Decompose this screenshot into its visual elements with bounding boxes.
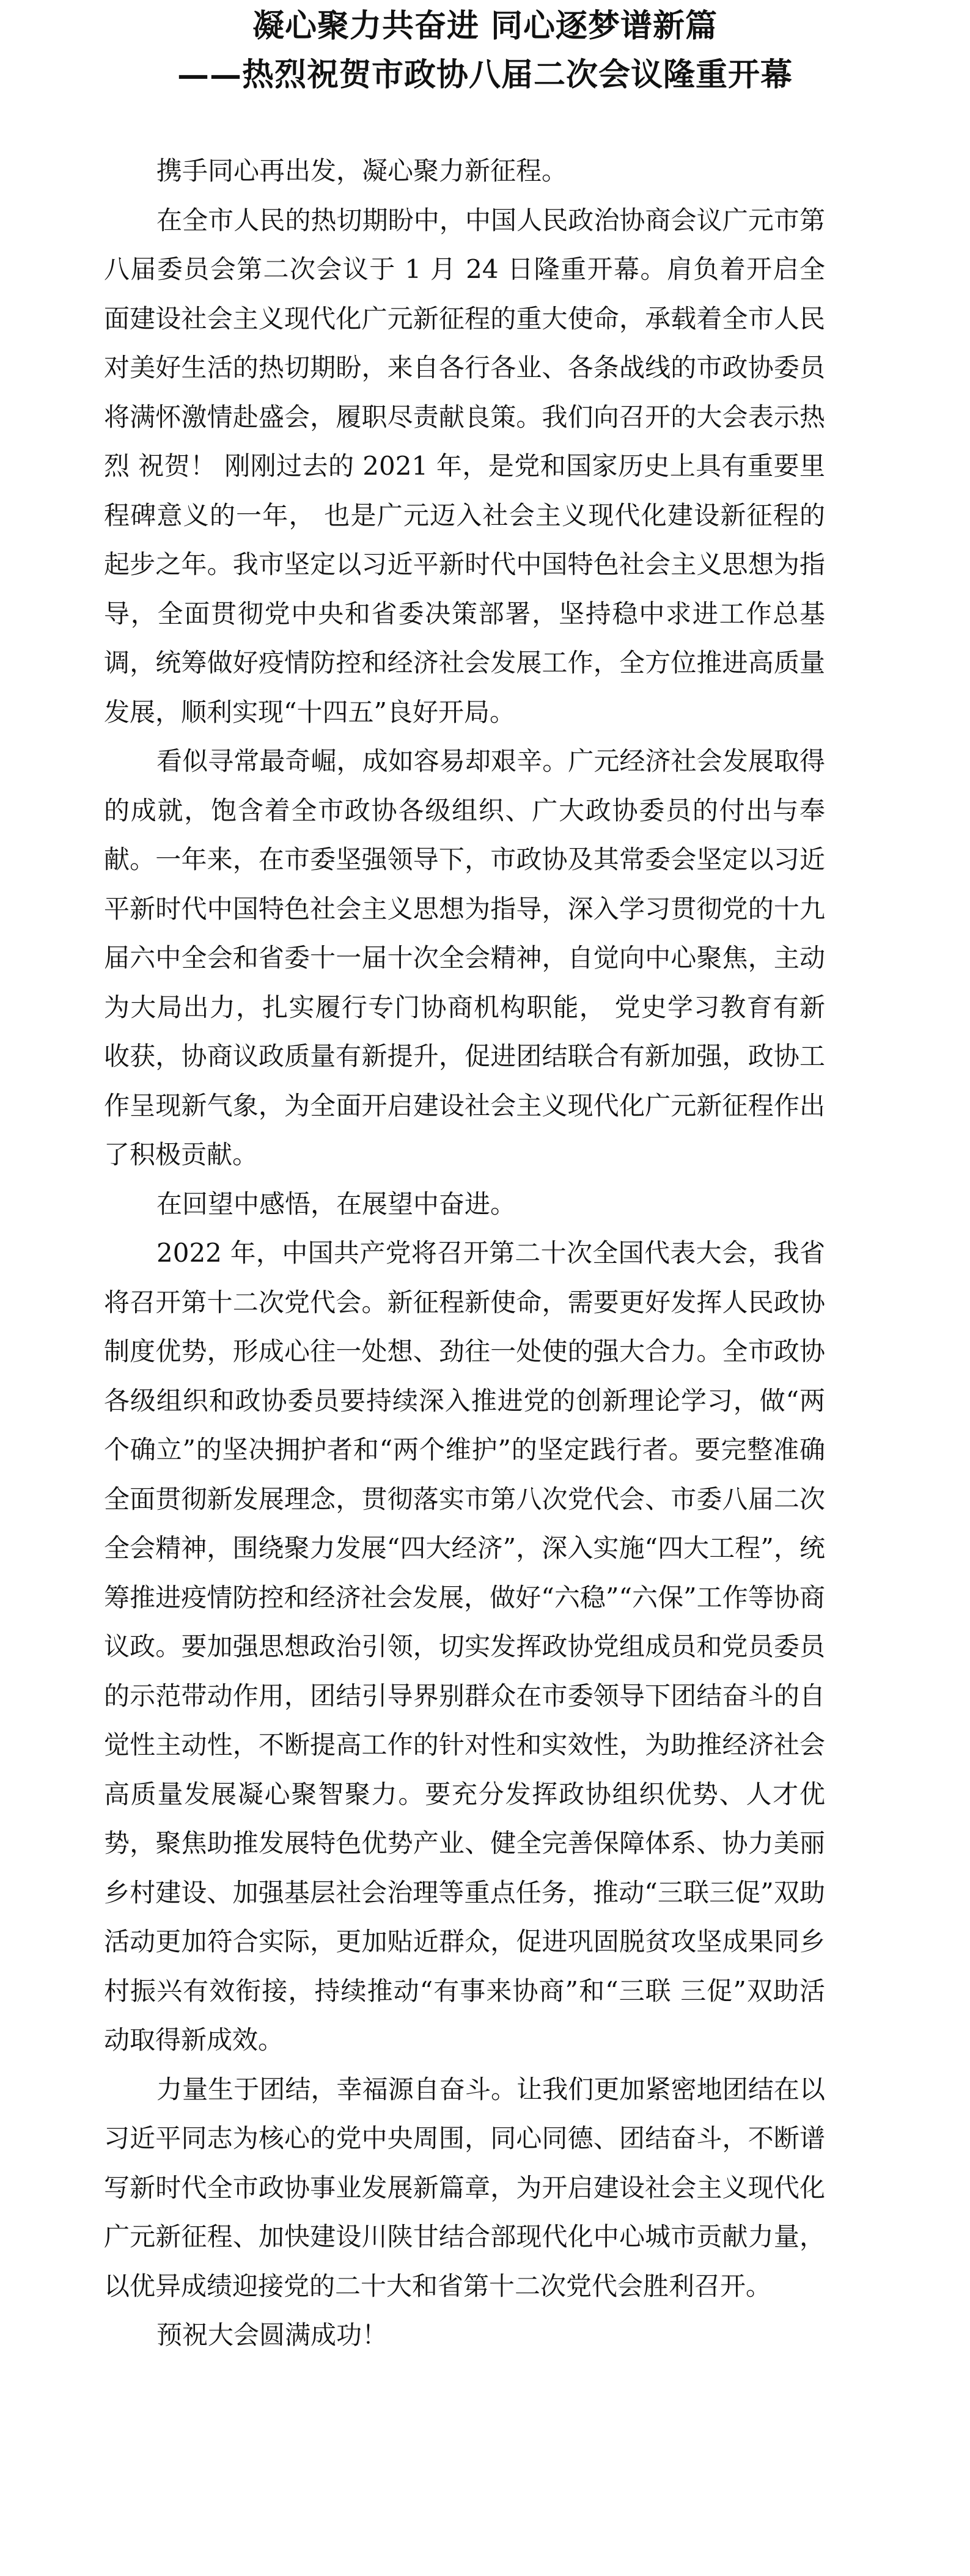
paragraph-meeting-opening: 在全市人民的热切期盼中，中国人民政治协商会议广元市第八届委员会第二次会议于 1 月 24 日隆重开幕。肩负着开启全面建设社会主义现代化广元新征程的重大使命，承载着全市人民对美好生活的热切期盼，来自各行各业、各条战线的市政协委员将满怀激情赴盛会，履职尽责献良策。我们向召开的大会表示热烈 祝贺！ 刚刚过去的 2021 年，是党和国家历史上具有重要里程碑意义的一年， 也是广元迈入社会主义现代化建设新征程的起步之年。我市坚定以习近平新时代中国特色社会主义思想为指导，全面贯彻党中央和省委决策部署，坚持稳中求进工作总基调，统筹做好疫情防控和经济社会发展工作，全方位推进高质量发展，顺利实现“十四五”良好开局。 <box>104 205 825 727</box>
article-title <box>0 0 970 107</box>
article-body <box>104 147 825 2360</box>
paragraph-opening: 携手同心再出发，凝心聚力新征程。 <box>156 156 568 186</box>
paragraph-reflection: 在回望中感悟，在展望中奋进。 <box>156 1188 516 1219</box>
paragraph-achievements: 看似寻常最奇崛，成如容易却艰辛。广元经济社会发展取得的成就，饱含着全市政协各级组织、广大政协委员的付出与奉献。一年来，在市委坚强领导下，市政协及其常委会坚定以习近平新时代中国特色社会主义思想为指导，深入学习贯彻党的十九届六中全会和省委十一届十次全会精神，自觉向中心聚焦，主动为大局出力，扎实履行专门协商机构职能， 党史学习教育有新收获，协商议政质量有新提升，促进团结联合有新加强，政协工作呈现新气象，为全面开启建设社会主义现代化广元新征程作出了积极贡献。 <box>104 746 825 1169</box>
article-title-subtitle: ——热烈祝贺市政协八届二次会议隆重开幕 <box>177 56 793 93</box>
paragraph-closing-wish: 预祝大会圆满成功！ <box>156 2320 388 2350</box>
article-title-main: 凝心聚力共奋进 同心逐梦谱新篇 <box>252 7 718 45</box>
paragraph-tasks-2022: 2022 年，中国共产党将召开第二十次全国代表大会，我省将召开第十二次党代会。新征程新使命，需要更好发挥人民政协制度优势，形成心往一处想、劲往一处使的强大合力。全市政协各级组织和政协委员要持续深入推进党的创新理论学习，做“两个确立”的坚决拥护者和“两个维护”的坚定践行者。要完整准确全面贯彻新发展理念，贯彻落实市第八次党代会、市委八届二次全会精神，围绕聚力发展“四大经济”，深入实施“四大工程”，统筹推进疫情防控和经济社会发展，做好“六稳”“六保”工作等协商议政。要加强思想政治引领，切实发挥政协党组成员和党员委员的示范带动作用，团结引导界别群众在市委领导下团结奋斗的自觉性主动性，不断提高工作的针对性和实效性，为助推经济社会高质量发展凝心聚智聚力。要充分发挥政协组织优势、人才优势，聚焦助推发展特色优势产业、健全完善保障体系、协力美丽乡村建设、加强基层社会治理等重点任务，推动“三联三促”双助活动更加符合实际，更加贴近群众，促进巩固脱贫攻坚成果同乡村振兴有效衔接，持续推动“有事来协商”和“三联 三促”双助活动取得新成效。 <box>104 1238 825 2055</box>
paragraph-unity: 力量生于团结，幸福源自奋斗。让我们更加紧密地团结在以习近平同志为核心的党中央周围，同心同德、团结奋斗，不断谱写新时代全市政协事业发展新篇章，为开启建设社会主义现代化广元新征程、加快建设川陕甘结合部现代化中心城市贡献力量，以优异成绩迎接党的二十大和省第十二次党代会胜利召开。 <box>104 2074 825 2301</box>
